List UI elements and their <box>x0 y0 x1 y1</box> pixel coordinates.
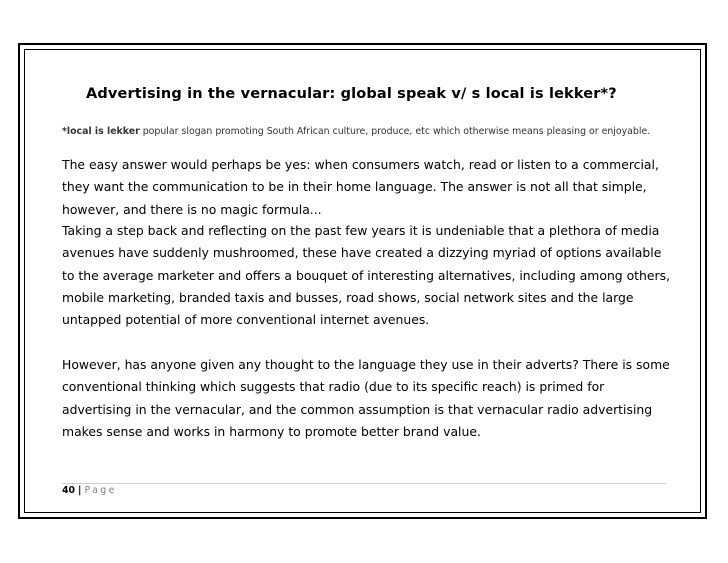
paragraph-2: Taking a step back and reflecting on the past few years it is undeniable that a plethora of media avenues have suddenly mushroomed, these have created a dizzying myriad of options available to the average marketer and offers a bouquet of interesting alternatives, including among others, mobile marketing, branded taxis and busses, road shows, social network sites and the large untapped potential of more conventional internet avenues. <box>62 223 671 328</box>
page-footer <box>62 485 117 496</box>
footer-separator: | <box>78 485 82 496</box>
footnote-term: *local is lekker <box>62 126 140 137</box>
paragraph-3: However, has anyone given any thought to the language they use in their adverts? There is some conventional thinking which suggests that radio (due to its specific reach) is primed for advertising in the vernacular, and the common assumption is that vernacular radio advertising makes sense and works in harmony to promote better brand value. <box>62 357 670 439</box>
page-label: Page <box>84 485 117 496</box>
footer-divider <box>62 483 666 484</box>
article-title: Advertising in the vernacular: global speak v/ s local is lekker*? <box>86 86 617 102</box>
paragraph-1: The easy answer would perhaps be yes: when consumers watch, read or listen to a commercial, they want the communication to be in their home language. The answer is not all that simple, however, and there is no magic formula... <box>62 157 659 217</box>
footnote <box>62 126 650 137</box>
footnote-text: popular slogan promoting South African culture, produce, etc which otherwise means pleasing or enjoyable. <box>139 126 651 137</box>
page-number: 40 <box>62 485 76 496</box>
